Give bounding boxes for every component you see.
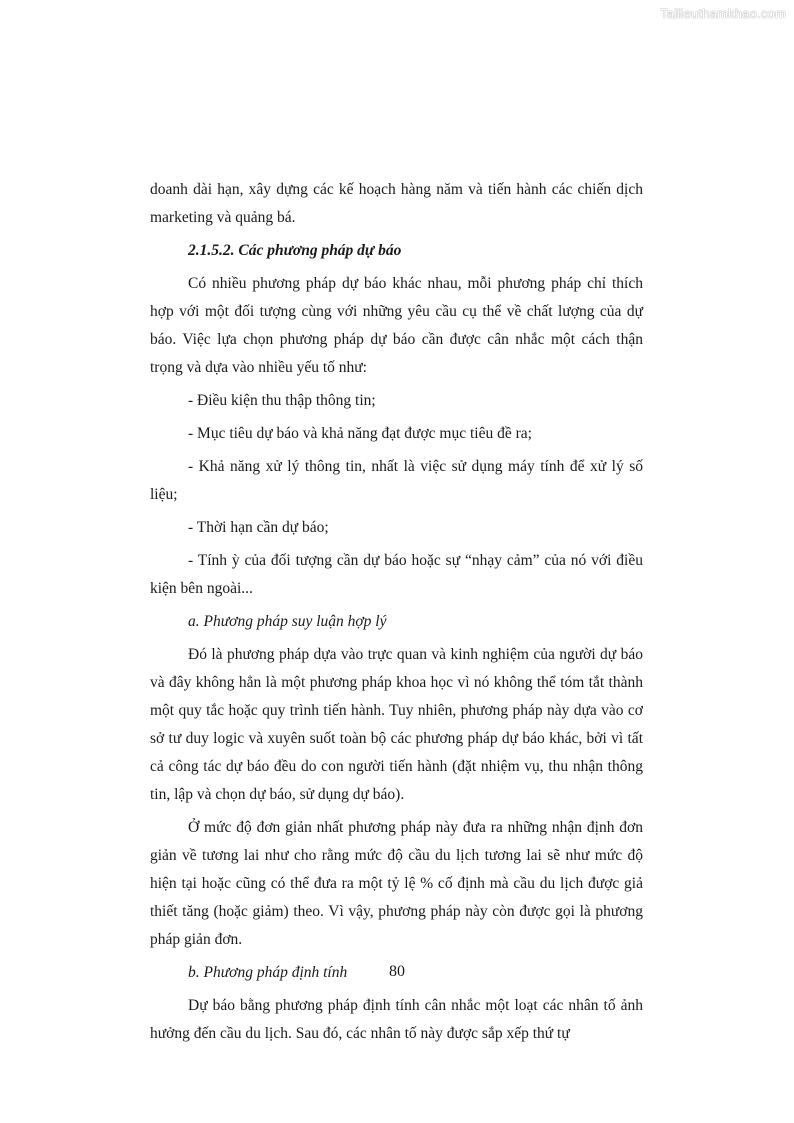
paragraph-continuation: doanh dài hạn, xây dựng các kế hoạch hàng năm và tiến hành các chiến dịch marketing và quảng bá. bbox=[150, 181, 643, 226]
paragraph: Đó là phương pháp dựa vào trực quan và kinh nghiệm của người dự báo và đây không hẳn là một phương pháp khoa học vì nó không thể tóm tắt thành một quy tắc hoặc quy trình tiến hành. Tuy nhiên, phương pháp này dựa vào cơ sở tư duy logic và xuyên suốt toàn bộ các phương pháp dự báo khác, bởi vì tất cả công tác dự báo đều do con người tiến hành (đặt nhiệm vụ, thu nhận thông tin, lập và chọn dự báo, sử dụng dự báo). bbox=[150, 646, 643, 803]
list-item: - Khả năng xử lý thông tin, nhất là việc sử dụng máy tính để xử lý số liệu; bbox=[150, 458, 643, 503]
list-item: - Mục tiêu dự báo và khả năng đạt được mục tiêu đề ra; bbox=[188, 425, 532, 442]
paragraph: Dự báo bằng phương pháp định tính cân nhắc một loạt các nhân tố ảnh hưởng đến cầu du lịch. Sau đó, các nhân tố này được sắp xếp thứ tự bbox=[150, 997, 643, 1042]
subheading-b: b. Phương pháp định tính bbox=[188, 964, 348, 981]
document-body bbox=[150, 176, 643, 1053]
paragraph: Có nhiều phương pháp dự báo khác nhau, mỗi phương pháp chỉ thích hợp với một đối tượng cùng với những yêu cầu cụ thể về chất lượng của dự báo. Việc lựa chọn phương pháp dự báo cần được cân nhắc một cách thận trọng và dựa vào nhiều yếu tố như: bbox=[150, 275, 643, 376]
watermark: Tailieuthamkhao.com bbox=[660, 6, 786, 21]
list-item: - Điều kiện thu thập thông tin; bbox=[188, 392, 376, 409]
page-number: 80 bbox=[389, 963, 405, 980]
section-heading: 2.1.5.2. Các phương pháp dự báo bbox=[188, 242, 402, 259]
list-item: - Tính ỳ của đối tượng cần dự báo hoặc sự “nhạy cảm” của nó với điều kiện bên ngoài... bbox=[150, 552, 643, 597]
list-item: - Thời hạn cần dự báo; bbox=[188, 519, 329, 536]
subheading-a: a. Phương pháp suy luận hợp lý bbox=[188, 613, 387, 630]
paragraph: Ở mức độ đơn giản nhất phương pháp này đưa ra những nhận định đơn giản về tương lai như cho rằng mức độ cầu du lịch tương lai sẽ như mức độ hiện tại hoặc cũng có thể đưa ra một tỷ lệ % cố định mà cầu du lịch được giả thiết tăng (hoặc giảm) theo. Vì vậy, phương pháp này còn được gọi là phương pháp giản đơn. bbox=[150, 819, 643, 948]
